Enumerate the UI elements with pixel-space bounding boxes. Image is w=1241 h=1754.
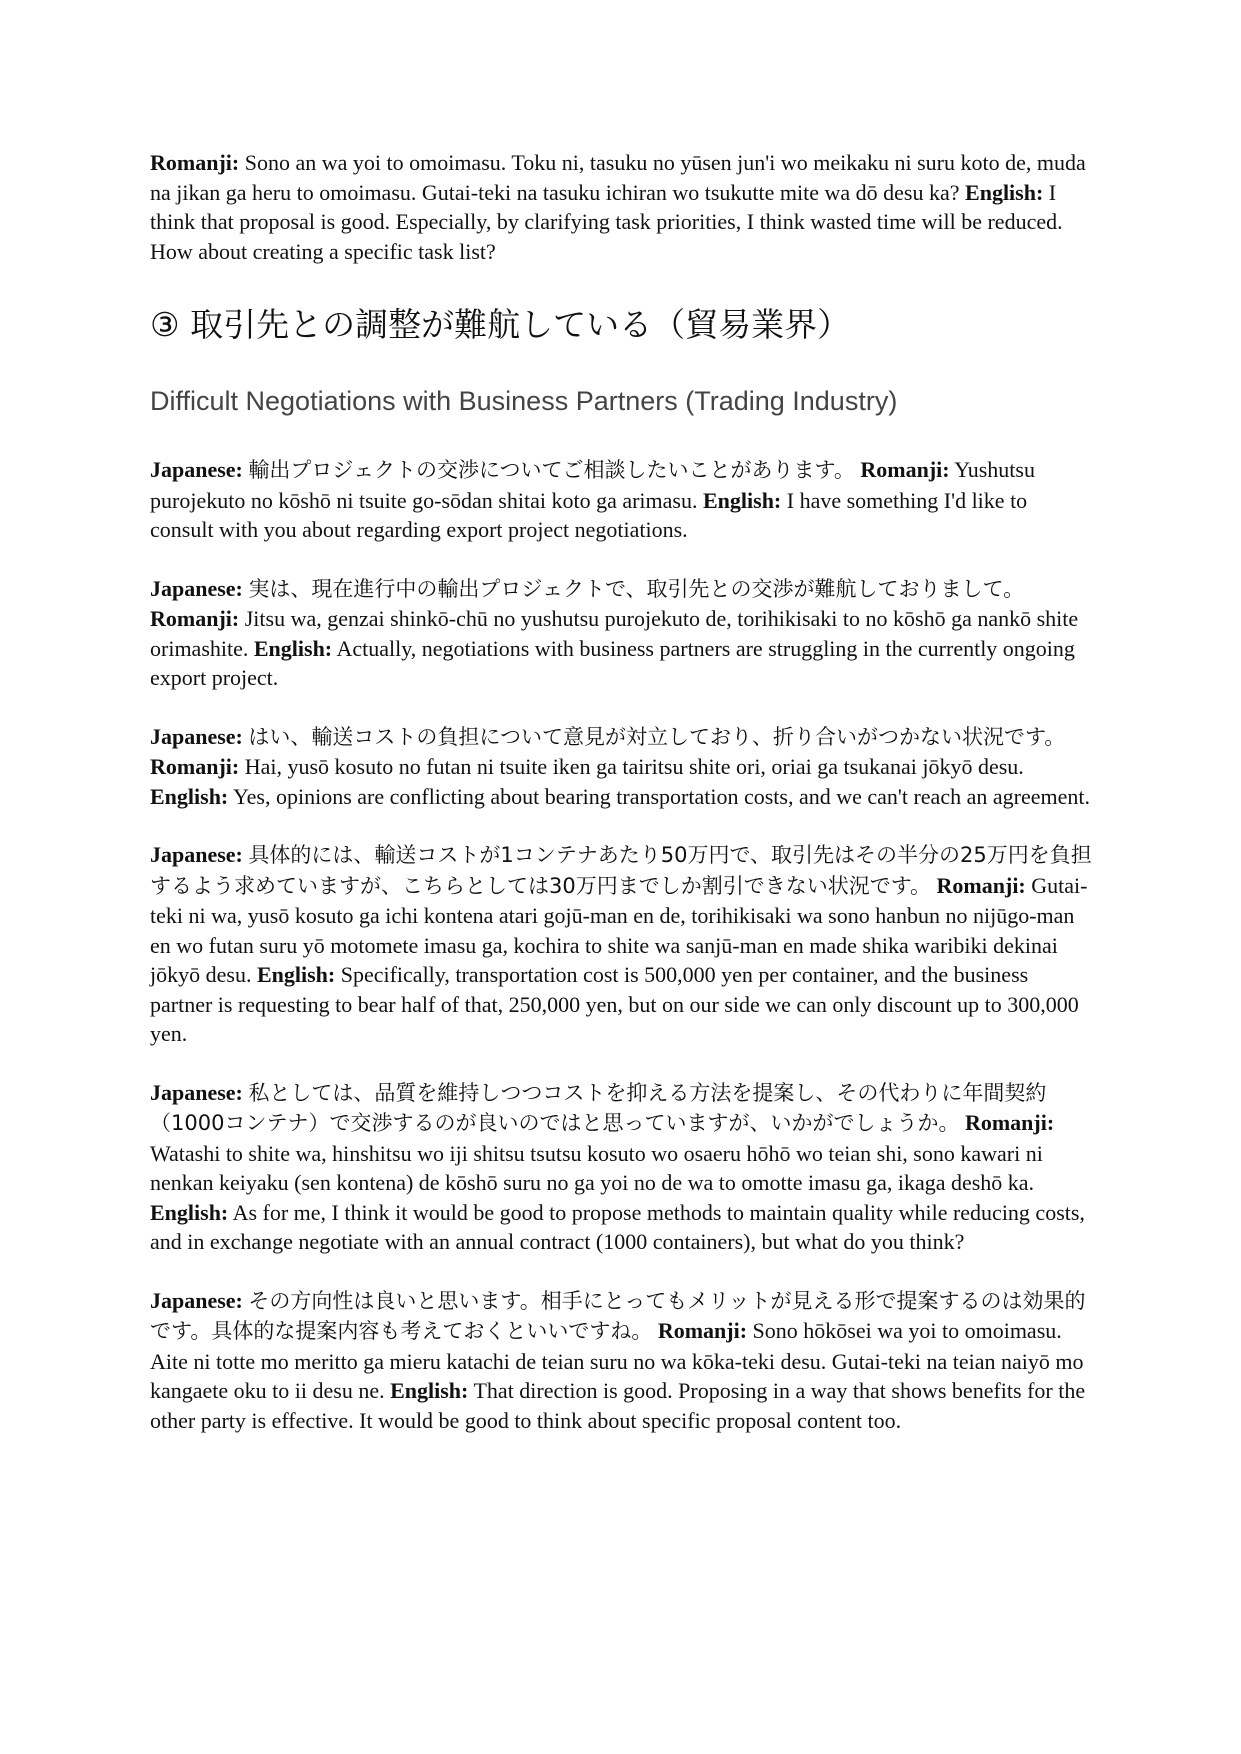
english-text: I think that proposal is good. Especially, by clarifying task priorities, I think wasted time will be reduced. How about creating a specific task list? bbox=[150, 179, 1063, 264]
english-label: English: bbox=[390, 1378, 469, 1403]
japanese-label: Japanese: bbox=[150, 842, 243, 867]
romanji-label: Romanji: bbox=[936, 872, 1026, 898]
english-label: English: bbox=[256, 962, 336, 987]
japanese-label: Japanese: bbox=[150, 723, 243, 749]
romanji-label: Romanji: bbox=[150, 606, 240, 631]
english-label: English: bbox=[150, 1199, 229, 1225]
dialogue-paragraph bbox=[150, 722, 1095, 812]
dialogue-paragraph bbox=[150, 1078, 1095, 1257]
romanji-text: Sono hōkōsei wa yoi to omoimasu. Aite ni totte mo meritto ga mieru katachi de teian suru no wa kōka-teki desu. Gutai-teki na teian naiyō mo kangaete oku to ii desu ne. bbox=[150, 1318, 1084, 1403]
english-label: English: bbox=[150, 783, 229, 809]
english-text: That direction is good. Proposing in a way that shows benefits for the other party is effective. It would be good to think about specific proposal content too. bbox=[150, 1378, 1086, 1433]
romanji-label: Romanji: bbox=[150, 754, 240, 779]
english-label: English: bbox=[703, 487, 782, 513]
japanese-label: Japanese: bbox=[150, 575, 243, 601]
section-heading-japanese: ③ 取引先との調整が難航している（貿易業界） bbox=[150, 305, 851, 344]
section-heading-english: Difficult Negotiations with Business Partners (Trading Industry) bbox=[150, 386, 898, 416]
japanese-text: 具体的には、輸送コストが1コンテナあたり50万円で、取引先はその半分の25万円を負担するよう求めていますが、こちらとしては30万円までしか割引できない状況です。 bbox=[150, 843, 1092, 898]
document-page bbox=[150, 148, 1095, 1435]
english-text: Actually, negotiations with business partners are struggling in the currently ongoing export project. bbox=[150, 635, 1075, 690]
dialogue-paragraph bbox=[150, 840, 1095, 1049]
japanese-label: Japanese: bbox=[150, 457, 243, 482]
english-text: As for me, I think it would be good to propose methods to maintain quality while reducing costs, and in exchange negotiate with an annual contract (1000 containers), but what do you think? bbox=[150, 1199, 1085, 1254]
romanji-text: Jitsu wa, genzai shinkō-chū no yushutsu purojekuto de, torihikisaki to no kōshō ga nankō shite orimashite. bbox=[150, 606, 1079, 661]
romanji-text: Hai, yusō kosuto no futan ni tsuite iken ga tairitsu shite ori, oriai ga tsukanai jōkyō desu. bbox=[244, 754, 1024, 779]
japanese-text: 実は、現在進行中の輸出プロジェクトで、取引先との交渉が難航しておりまして。 bbox=[248, 576, 1025, 601]
japanese-text: 輸出プロジェクトの交渉についてご相談したいことがあります。 bbox=[248, 458, 855, 482]
english-text: I have something I'd like to consult with you about regarding export project negotiations. bbox=[150, 487, 1028, 542]
dialogue-paragraph bbox=[150, 455, 1095, 545]
dialogue-paragraph bbox=[150, 148, 1095, 266]
dialogue-paragraph bbox=[150, 1286, 1095, 1436]
romanji-label: Romanji: bbox=[964, 1110, 1055, 1135]
dialogue-paragraph bbox=[150, 574, 1095, 693]
english-text: Yes, opinions are conflicting about bearing transportation costs, and we can't reach an agreement. bbox=[232, 783, 1090, 809]
japanese-text: その方向性は良いと思います。相手にとってもメリットが見える形で提案するのは効果的です。具体的な提案内容も考えておくといいですね。 bbox=[150, 1288, 1086, 1343]
romanji-text: Gutai-teki ni wa, yusō kosuto ga ichi kontena atari gojū-man en de, torihikisaki wa sono hanbun no nijūgo-man en wo futan suru yō motomete imasu ga, kochira to shite wa sanjū-man en made shika waribiki dekinai jōkyō desu. bbox=[150, 872, 1088, 987]
japanese-label: Japanese: bbox=[150, 1079, 243, 1105]
english-label: English: bbox=[965, 179, 1044, 205]
english-text: Specifically, transportation cost is 500,000 yen per container, and the business partner is requesting to bear half of that, 250,000 yen, but on our side we can only discount up to 300,000 yen. bbox=[150, 962, 1079, 1046]
romanji-text: Sono an wa yoi to omoimasu. Toku ni, tasuku no yūsen jun'i wo meikaku ni suru koto de, muda na jikan ga heru to omoimasu. Gutai-teki na tasuku ichiran wo tsukutte mite wa dō desu ka? bbox=[150, 150, 1086, 205]
romanji-text: Yushutsu purojekuto no kōshō ni tsuite go-sōdan shitai koto ga arimasu. bbox=[150, 457, 1035, 513]
japanese-text: はい、輸送コストの負担について意見が対立しており、折り合いがつかない状況です。 bbox=[248, 724, 1066, 749]
japanese-label: Japanese: bbox=[150, 1287, 243, 1313]
romanji-text: Watashi to shite wa, hinshitsu wo iji shitsu tsutsu kosuto wo osaeru hōhō wo teian shi, sono kawari ni nenkan keiyaku (sen kontena) de kōshō suru no ga yoi no de wa to omotte imasu ga, ikaga deshō ka. bbox=[150, 1140, 1043, 1195]
romanji-label: Romanji: bbox=[860, 457, 950, 482]
romanji-label: Romanji: bbox=[150, 150, 240, 175]
english-label: English: bbox=[253, 635, 333, 661]
japanese-text: 私としては、品質を維持しつつコストを抑える方法を提案し、その代わりに年間契約（1000コンテナ）で交渉するのが良いのではと思っていますが、いかがでしょうか。 bbox=[150, 1080, 1047, 1135]
romanji-label: Romanji: bbox=[657, 1318, 748, 1343]
